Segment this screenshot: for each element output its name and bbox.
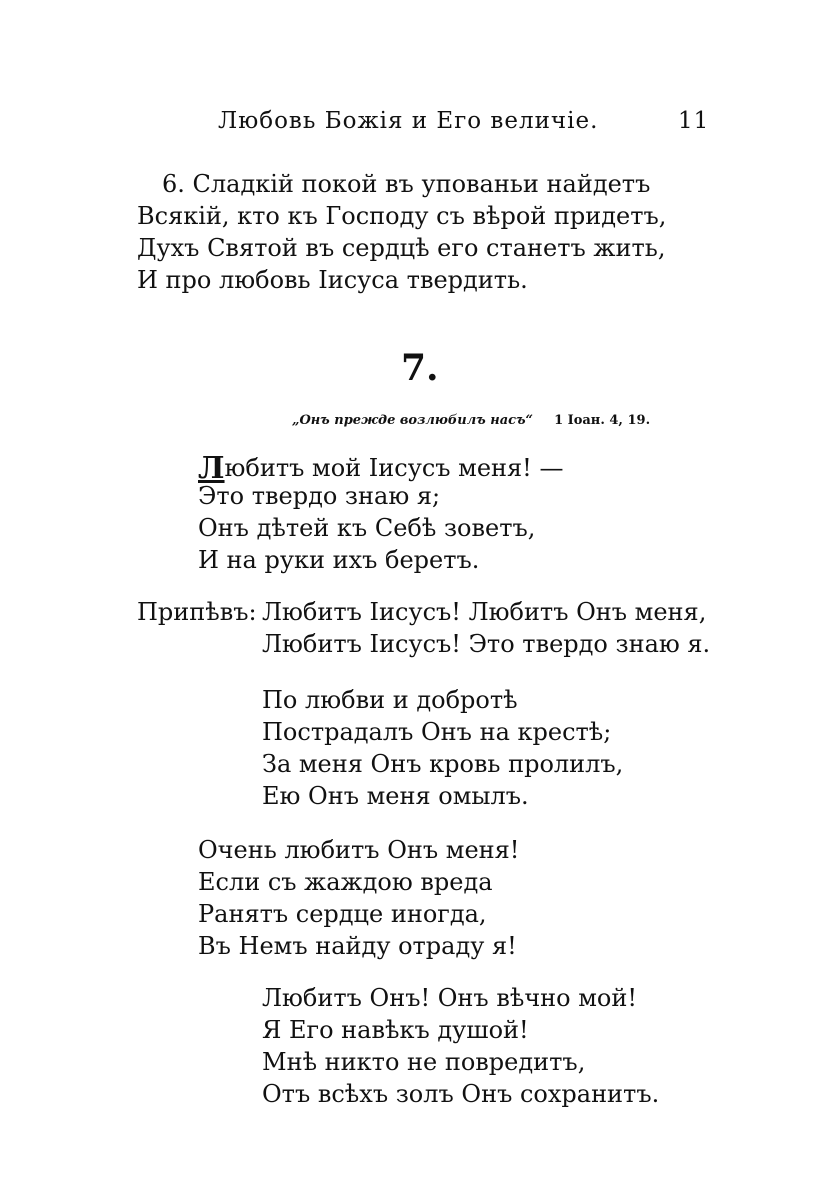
- page-number: 11: [678, 108, 710, 134]
- stanza-2-line: За меня Онъ кровь пролилъ,: [262, 750, 624, 778]
- stanza-1-line: И на руки ихъ беретъ.: [198, 546, 480, 574]
- stanza-6-line: И про любовь Іисуса твердить.: [137, 266, 528, 294]
- stanza-2-line: По любви и добротѣ: [262, 686, 518, 714]
- stanza-3-line: Въ Немъ найду отраду я!: [198, 932, 517, 960]
- epigraph-reference: 1 Іоан. 4, 19.: [554, 413, 651, 428]
- refrain-line: Любитъ Іисусъ! Это твердо знаю я.: [262, 630, 711, 658]
- stanza-3-line: Ранятъ сердце иногда,: [198, 900, 487, 928]
- drop-cap-initial: Л: [198, 451, 225, 486]
- stanza-6-line: Всякій, кто къ Господу съ вѣрой придетъ,: [137, 202, 667, 230]
- stanza-4-line: Мнѣ никто не повредитъ,: [262, 1048, 586, 1076]
- hymn-number: 7.: [401, 347, 439, 389]
- stanza-4-line: Я Его навѣкъ душой!: [262, 1016, 529, 1044]
- epigraph-quote: „Онъ прежде возлюбилъ насъ“: [292, 413, 533, 428]
- stanza-1-line: Онъ дѣтей къ Себѣ зоветъ,: [198, 514, 536, 542]
- stanza-1-line: [198, 451, 564, 486]
- stanza-2-line: Ею Онъ меня омылъ.: [262, 782, 529, 810]
- refrain-line: Любитъ Іисусъ! Любитъ Онъ меня,: [262, 598, 707, 626]
- stanza-1-line-rest: юбитъ мой Іисусъ меня! —: [224, 454, 564, 482]
- stanza-4-line: Любитъ Онъ! Онъ вѣчно мой!: [262, 984, 638, 1012]
- epigraph: [292, 414, 650, 427]
- stanza-1-line: Это твердо знаю я;: [198, 482, 441, 510]
- stanza-6-line: 6. Сладкій покой въ упованьи найдетъ: [162, 170, 651, 198]
- stanza-2-line: Пострадалъ Онъ на крестѣ;: [262, 718, 612, 746]
- running-header-title: Любовь Божія и Его величіе.: [218, 108, 599, 134]
- stanza-6-line: Духъ Святой въ сердцѣ его станетъ жить,: [137, 234, 666, 262]
- stanza-3-line: Если съ жаждою вреда: [198, 868, 493, 896]
- stanza-3-line: Очень любитъ Онъ меня!: [198, 836, 520, 864]
- refrain-label: Припѣвъ:: [137, 598, 257, 626]
- stanza-4-line: Отъ всѣхъ золъ Онъ сохранитъ.: [262, 1080, 660, 1108]
